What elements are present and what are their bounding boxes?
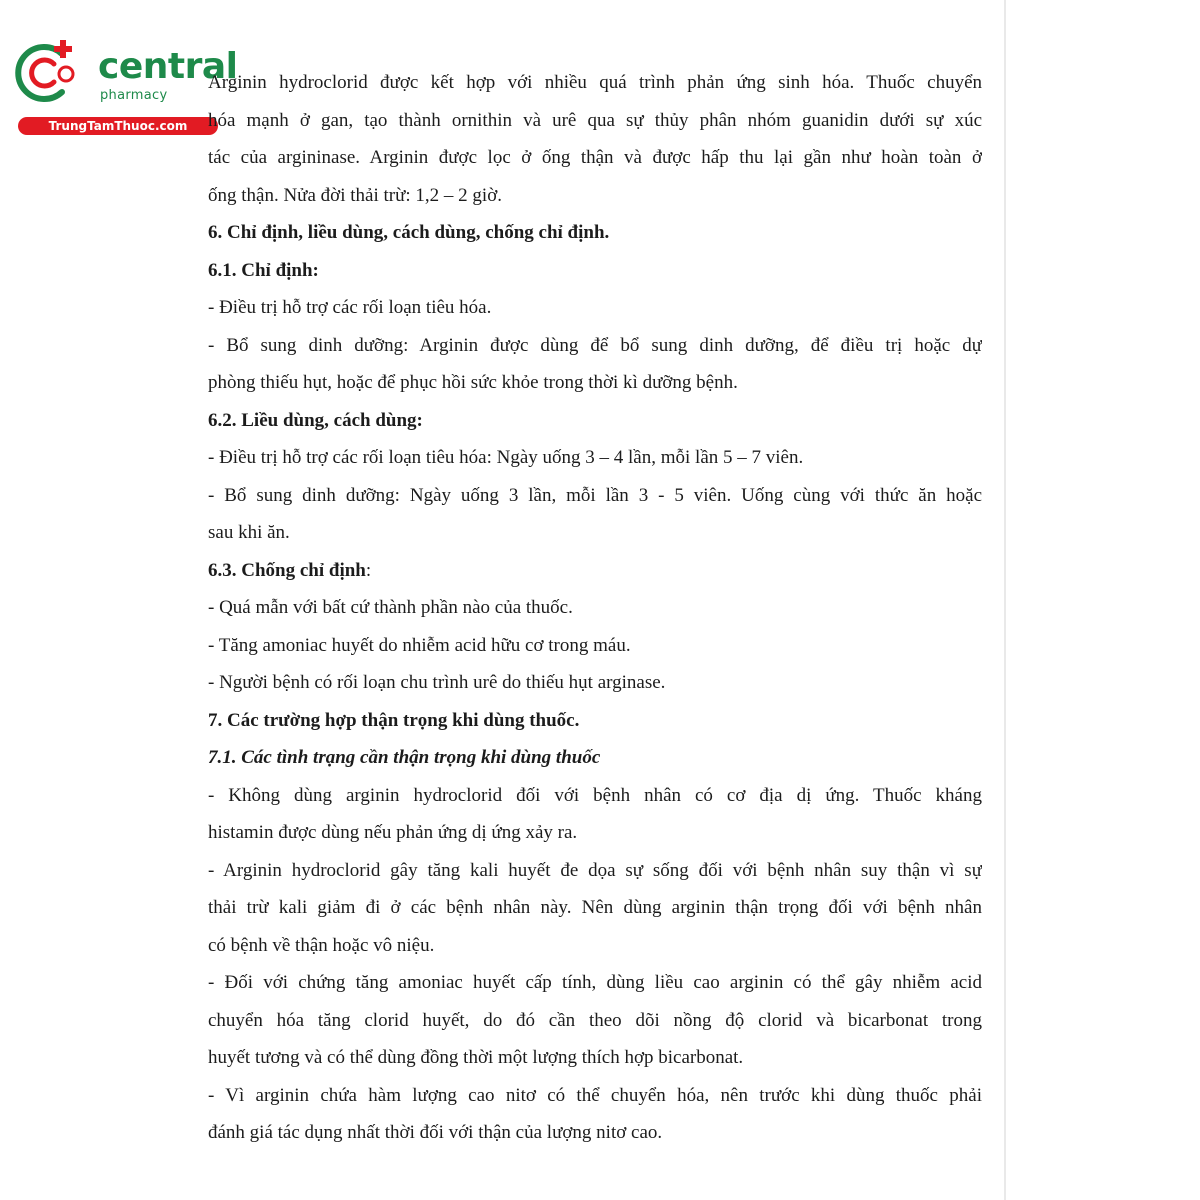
doc-line: đánh giá tác dụng nhất thời đối với thận của lượng nitơ cao. (208, 1122, 663, 1143)
doc-line: tác của argininase. Arginin được lọc ở ống thận và được hấp thu lại gần như hoàn toàn ở (208, 147, 982, 168)
doc-line: có bệnh về thận hoặc vô niệu. (208, 934, 435, 956)
brand-subtitle: pharmacy (100, 88, 168, 103)
doc-line: thải trừ kali giảm đi ở các bệnh nhân này. Nên dùng arginin thận trọng đối với bệnh nhân (208, 897, 982, 918)
central-logo-icon (10, 38, 80, 108)
doc-line: 7.1. Các tình trạng cần thận trọng khi dùng thuốc (208, 747, 601, 768)
doc-line: - Tăng amoniac huyết do nhiễm acid hữu cơ trong máu. (208, 634, 631, 656)
doc-line: ống thận. Nửa đời thải trừ: 1,2 – 2 giờ. (208, 184, 502, 206)
doc-line: chuyển hóa tăng clorid huyết, do đó cần theo dõi nồng độ clorid và bicarbonat trong (208, 1009, 982, 1031)
doc-line: phòng thiếu hụt, hoặc để phục hồi sức khỏe trong thời kì dưỡng bệnh. (208, 372, 738, 393)
doc-line: - Quá mẫn với bất cứ thành phần nào của thuốc. (208, 597, 573, 618)
doc-line: 7. Các trường hợp thận trọng khi dùng thuốc. (208, 709, 580, 731)
doc-line: huyết tương và có thể dùng đồng thời một lượng thích hợp bicarbonat. (208, 1047, 744, 1068)
brand-name: central (98, 46, 238, 87)
doc-line: - Không dùng arginin hydroclorid đối với bệnh nhân có cơ địa dị ứng. Thuốc kháng (208, 784, 982, 806)
doc-line: 6.1. Chỉ định: (208, 259, 319, 281)
document-body (208, 64, 982, 1152)
heading-suffix: : (365, 559, 372, 581)
doc-line: - Điều trị hỗ trợ các rối loạn tiêu hóa: Ngày uống 3 – 4 lần, mỗi lần 5 – 7 viên. (208, 447, 804, 468)
doc-line: Arginin hydroclorid được kết hợp với nhiều quá trình phản ứng sinh hóa. Thuốc chuyển (208, 72, 982, 93)
doc-line: 6.2. Liều dùng, cách dùng: (208, 409, 423, 431)
doc-line (208, 552, 982, 590)
doc-line: histamin được dùng nếu phản ứng dị ứng xảy ra. (208, 822, 578, 843)
doc-line: - Điều trị hỗ trợ các rối loạn tiêu hóa. (208, 297, 492, 318)
doc-line: - Vì arginin chứa hàm lượng cao nitơ có thể chuyển hóa, nên trước khi dùng thuốc phải (208, 1084, 982, 1106)
central-pharmacy-logo[interactable] (10, 38, 238, 138)
page-edge (1004, 0, 1006, 1200)
doc-line: - Đối với chứng tăng amoniac huyết cấp tính, dùng liều cao arginin có thể gây nhiễm acid (208, 972, 982, 993)
doc-line: - Người bệnh có rối loạn chu trình urê do thiếu hụt arginase. (208, 672, 666, 693)
doc-line: - Bổ sung dinh dưỡng: Arginin được dùng để bổ sung dinh dưỡng, để điều trị hoặc dự (208, 334, 982, 356)
doc-line: - Bổ sung dinh dưỡng: Ngày uống 3 lần, mỗi lần 3 - 5 viên. Uống cùng với thức ăn hoặc (208, 484, 982, 506)
site-name[interactable]: TrungTamThuoc.com (18, 117, 218, 135)
doc-line: - Arginin hydroclorid gây tăng kali huyết đe dọa sự sống đối với bệnh nhân suy thận vì sự (208, 859, 982, 881)
doc-line: hóa mạnh ở gan, tạo thành ornithin và urê qua sự thủy phân nhóm guanidin dưới sự xúc (208, 109, 982, 131)
doc-line: sau khi ăn. (208, 522, 290, 543)
heading-text: 6.3. Chống chỉ định (208, 559, 366, 581)
doc-line: 6. Chỉ định, liều dùng, cách dùng, chống chỉ định. (208, 222, 610, 243)
